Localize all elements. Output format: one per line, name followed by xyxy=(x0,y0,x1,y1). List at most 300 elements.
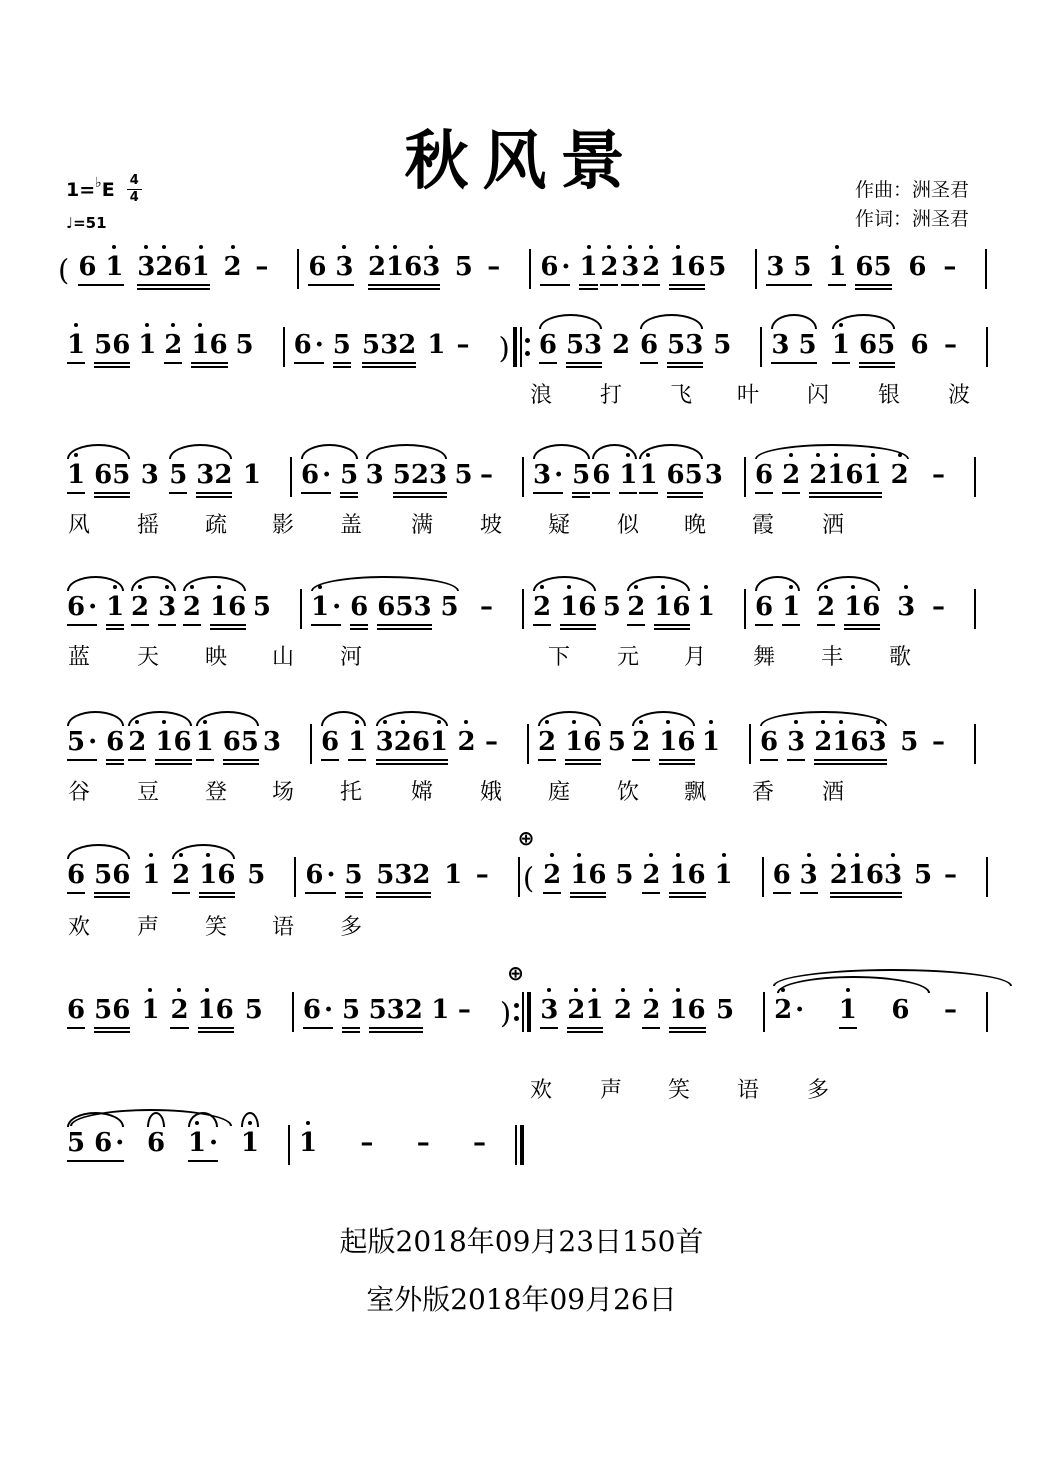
note: 3 xyxy=(533,460,552,490)
note: 6 xyxy=(411,727,430,757)
note-group xyxy=(653,592,691,631)
note-group xyxy=(310,592,342,631)
note: 3 xyxy=(685,330,704,360)
note: 1 xyxy=(67,460,85,490)
barline-group xyxy=(499,300,530,369)
note: 5 xyxy=(235,330,254,360)
note-group xyxy=(93,860,131,899)
measure xyxy=(764,830,986,899)
note: 6 xyxy=(760,727,779,757)
note: 5 xyxy=(342,995,361,1025)
note: 3 xyxy=(380,330,399,360)
note: 3 xyxy=(394,860,413,890)
octave-dot xyxy=(891,853,895,857)
note-group xyxy=(93,330,131,369)
note-group xyxy=(298,1128,318,1167)
note: 5 xyxy=(877,330,896,360)
octave-dot xyxy=(851,585,855,589)
note: 2 xyxy=(830,860,848,890)
note-group xyxy=(154,727,192,766)
note-unit xyxy=(829,860,903,899)
slur-arc xyxy=(321,711,366,726)
note-unit xyxy=(361,330,417,369)
note-group xyxy=(772,860,792,899)
composer-credit: 作曲：洲圣君 xyxy=(855,179,970,201)
slur-arc xyxy=(67,844,130,859)
note-group xyxy=(607,727,627,766)
octave-dot xyxy=(144,245,148,249)
lyric-syllable: 声 xyxy=(600,1078,623,1103)
footer-edition-line: 起版2018年09月23日150首 xyxy=(339,1225,704,1258)
octave-dot xyxy=(634,585,638,589)
barline-group xyxy=(517,826,535,899)
note: 1 xyxy=(198,995,216,1025)
note-group xyxy=(641,995,661,1034)
note: 2 xyxy=(642,995,660,1025)
barline-group xyxy=(985,222,987,289)
note: 2 xyxy=(128,727,146,757)
note-unit xyxy=(620,252,640,291)
note-group xyxy=(781,460,801,499)
lyric-syllable: 语 xyxy=(737,1078,760,1103)
note-unit xyxy=(453,460,473,499)
phrase-close-paren: ) xyxy=(499,996,512,1030)
note: 5 xyxy=(913,860,933,890)
note: 5 xyxy=(713,330,732,360)
note-unit xyxy=(430,995,450,1034)
note: 3 xyxy=(428,460,448,490)
lyric-syllable: 多 xyxy=(340,915,363,940)
note-unit xyxy=(713,860,733,899)
lyric-syllable: 娥 xyxy=(480,780,503,805)
phrase-open-paren: ( xyxy=(58,253,70,287)
note-group xyxy=(347,727,367,766)
note-unit xyxy=(244,995,264,1034)
note-group xyxy=(843,592,881,631)
note: 3 xyxy=(766,252,785,282)
music-system xyxy=(58,430,988,538)
octave-dot xyxy=(621,988,625,992)
note-group xyxy=(368,995,424,1034)
note: 1 xyxy=(844,592,862,622)
note: 1 xyxy=(669,252,687,282)
note-unit xyxy=(457,995,472,1034)
note: 5 xyxy=(252,592,271,622)
note-unit xyxy=(456,330,471,369)
note-group xyxy=(475,860,490,899)
note: 6 xyxy=(67,995,86,1025)
barline xyxy=(520,327,522,367)
note-unit xyxy=(537,727,602,766)
note-unit xyxy=(66,330,131,369)
phrase-close-paren: ) xyxy=(498,331,510,365)
note: 5 xyxy=(572,460,591,490)
note-group xyxy=(602,592,622,631)
note-group xyxy=(146,1128,166,1167)
note-group xyxy=(931,727,946,766)
lyric-syllable: 摇 xyxy=(137,513,160,538)
note-group xyxy=(168,460,188,499)
note: 6 xyxy=(845,460,864,490)
note: 1 xyxy=(669,995,687,1025)
note-group xyxy=(799,860,819,899)
note: 1 xyxy=(430,727,448,757)
note: 3 xyxy=(884,860,902,890)
lyric-syllable: 笑 xyxy=(668,1078,691,1103)
note-group xyxy=(943,330,958,369)
note: 5 xyxy=(94,330,113,360)
octave-dot xyxy=(149,853,153,857)
note-unit xyxy=(913,860,933,899)
note: 3 xyxy=(196,460,215,490)
phrase-paren-wrap xyxy=(58,222,69,291)
note-unit xyxy=(641,995,706,1034)
note-unit xyxy=(182,592,247,631)
note-unit xyxy=(638,460,703,499)
note-unit xyxy=(943,860,958,899)
lyric-syllable: 月 xyxy=(684,645,707,670)
note: 1 xyxy=(585,995,603,1025)
note: 1 xyxy=(828,252,846,282)
note-group xyxy=(252,592,272,631)
octave-dot xyxy=(74,323,78,327)
lyric-syllable: 河 xyxy=(340,645,363,670)
note: 1 xyxy=(782,592,800,622)
note-group xyxy=(182,592,202,631)
flat-icon: ♭ xyxy=(95,174,102,191)
note-unit xyxy=(359,1128,374,1167)
note: 5 xyxy=(615,860,634,890)
note: 2 xyxy=(782,460,800,490)
note-group xyxy=(240,1128,260,1167)
note: 6 xyxy=(859,330,878,360)
note-group xyxy=(171,860,191,899)
note-unit xyxy=(66,592,125,631)
note-unit xyxy=(479,460,494,499)
octave-dot xyxy=(540,585,544,589)
note-unit xyxy=(715,995,735,1034)
measure xyxy=(58,430,290,499)
note: 6 xyxy=(106,727,125,757)
note: 6 xyxy=(67,860,86,890)
octave-dot xyxy=(567,585,571,589)
note-group xyxy=(187,1128,219,1167)
octave-dot xyxy=(807,853,811,857)
note-group xyxy=(668,860,706,899)
note: 1 xyxy=(702,727,720,757)
octave-dot xyxy=(789,585,793,589)
note-group xyxy=(890,460,910,499)
measure xyxy=(58,300,283,369)
note-unit xyxy=(772,860,819,899)
note: 6 xyxy=(78,252,97,282)
lyric-syllable: 叶 xyxy=(737,383,760,408)
octave-dot xyxy=(113,585,117,589)
music-system xyxy=(58,222,988,291)
lyric-syllable: 舞 xyxy=(753,645,776,670)
measure xyxy=(524,430,744,499)
note-group xyxy=(376,592,432,631)
note-unit xyxy=(770,330,817,369)
note: 3 xyxy=(140,460,159,490)
note-group xyxy=(696,592,716,631)
rest-dash: – xyxy=(457,995,471,1025)
repeat-dots xyxy=(514,992,519,1032)
note-group xyxy=(66,860,86,899)
note-group xyxy=(943,995,958,1034)
augmentation-dot: · xyxy=(332,592,342,622)
note: 5 xyxy=(169,460,188,490)
measure xyxy=(58,965,292,1034)
note-unit xyxy=(479,592,494,631)
note-group xyxy=(668,995,706,1034)
octave-dot xyxy=(639,720,643,724)
note-unit xyxy=(130,592,177,631)
note-unit xyxy=(626,592,691,631)
note: 6 xyxy=(293,330,312,360)
note-unit xyxy=(66,1128,125,1167)
note: 1 xyxy=(444,860,463,890)
octave-dot xyxy=(145,323,149,327)
lyric-syllable: 飞 xyxy=(670,383,693,408)
note-group xyxy=(931,460,946,499)
octave-dot xyxy=(649,853,653,857)
lyric-syllable: 闪 xyxy=(807,383,830,408)
note-group xyxy=(754,592,774,631)
slur-arc xyxy=(771,314,816,329)
note-group xyxy=(195,460,233,499)
music-system xyxy=(58,300,988,408)
note-group xyxy=(416,1128,431,1167)
octave-dot xyxy=(206,853,210,857)
octave-dot xyxy=(199,245,203,249)
note-group xyxy=(618,460,638,499)
note: 6 xyxy=(640,330,659,360)
rest-dash: – xyxy=(416,1128,430,1158)
octave-dot xyxy=(676,245,680,249)
octave-dot xyxy=(177,988,181,992)
note-group xyxy=(571,460,591,499)
octave-dot xyxy=(722,853,726,857)
note: 6 xyxy=(215,995,234,1025)
augmentation-dot: · xyxy=(88,727,98,757)
barline-group xyxy=(499,961,531,1034)
octave-dot xyxy=(550,853,554,857)
note-group xyxy=(707,252,727,291)
note-unit xyxy=(614,860,634,899)
octave-dot xyxy=(628,245,632,249)
note-group xyxy=(307,252,354,291)
note: 1 xyxy=(654,592,672,622)
note-unit xyxy=(195,727,260,766)
notes-row xyxy=(58,430,988,499)
note-group xyxy=(641,252,661,291)
note: 3 xyxy=(158,592,176,622)
note-group xyxy=(668,252,706,291)
note: 5 xyxy=(708,252,727,282)
octave-dot xyxy=(205,988,209,992)
octave-dot xyxy=(839,720,843,724)
note-group xyxy=(486,252,501,291)
octave-dot xyxy=(855,853,859,857)
lyric-syllable: 疏 xyxy=(205,513,228,538)
note-group xyxy=(105,592,125,631)
note: 6 xyxy=(94,1128,113,1158)
note: 2 xyxy=(164,330,182,360)
note: 3 xyxy=(335,252,353,282)
slur-arc xyxy=(131,576,176,591)
measure xyxy=(531,222,755,291)
note: 1 xyxy=(431,995,450,1025)
note: 3 xyxy=(262,727,281,757)
note-group xyxy=(538,330,558,369)
note: 5 xyxy=(454,460,473,490)
note-group xyxy=(773,995,805,1034)
slur-arc xyxy=(755,576,800,591)
note: 5 xyxy=(798,330,817,360)
note-unit xyxy=(171,860,236,899)
coda-icon: ⊕ xyxy=(517,826,535,850)
slur-arc xyxy=(773,969,1012,986)
note-group xyxy=(611,330,631,369)
octave-dot xyxy=(666,720,670,724)
lyric-syllable: 打 xyxy=(600,383,623,408)
note: 6 xyxy=(687,252,706,282)
note-group xyxy=(361,330,417,369)
note: 3 xyxy=(386,995,405,1025)
note-unit xyxy=(66,860,131,899)
lyric-syllable: 飘 xyxy=(684,780,707,805)
note-group xyxy=(808,460,882,499)
octave-dot xyxy=(794,720,798,724)
note-group xyxy=(578,252,598,291)
note: 1 xyxy=(210,592,228,622)
octave-dot xyxy=(375,245,379,249)
slur-arc xyxy=(533,444,590,459)
barline xyxy=(974,589,976,629)
notes-row xyxy=(58,697,988,766)
note: 1 xyxy=(560,592,578,622)
note: 3 xyxy=(422,252,440,282)
note-group xyxy=(339,460,359,499)
octave-dot xyxy=(824,585,828,589)
note-group xyxy=(759,727,779,766)
music-system xyxy=(58,697,988,805)
coda-icon: ⊕ xyxy=(507,961,524,985)
note-unit xyxy=(602,592,622,631)
tempo-marking: ♩=51 xyxy=(66,213,107,232)
lyric-syllable: 影 xyxy=(272,513,295,538)
note-group xyxy=(542,860,562,899)
note-unit xyxy=(472,1128,487,1167)
note: 5 xyxy=(900,727,919,757)
octave-dot xyxy=(306,1121,310,1125)
lyric-syllable: 波 xyxy=(948,383,971,408)
lyric-syllable: 庭 xyxy=(548,780,571,805)
octave-dot xyxy=(355,720,359,724)
slur-arc xyxy=(640,314,703,329)
note-group xyxy=(701,727,721,766)
notes-row xyxy=(58,961,988,1034)
note-group xyxy=(66,727,98,766)
octave-dot xyxy=(846,988,850,992)
note: 6 xyxy=(173,727,192,757)
measure xyxy=(765,965,986,1034)
lyric-syllable: 饮 xyxy=(617,780,640,805)
note: 1 xyxy=(832,727,850,757)
notes-row xyxy=(58,826,988,899)
note: 1 xyxy=(570,860,588,890)
note: 5 xyxy=(244,995,263,1025)
note: 6 xyxy=(217,860,236,890)
note-unit xyxy=(300,460,359,499)
footer-outdoor-edition-line: 室外版2018年09月26日 xyxy=(366,1283,677,1316)
barline-group xyxy=(986,300,988,367)
octave-dot xyxy=(871,453,875,457)
note: 6 xyxy=(855,252,874,282)
note-group xyxy=(666,330,704,369)
rest-dash: – xyxy=(944,860,957,890)
note-group xyxy=(537,727,557,766)
note: 6 xyxy=(404,252,423,282)
note: 6 xyxy=(228,592,247,622)
note: 1 xyxy=(565,727,583,757)
note-unit xyxy=(66,727,125,766)
note-group xyxy=(931,592,946,631)
note: 1 xyxy=(241,1128,259,1158)
note-unit xyxy=(66,460,131,499)
rest-dash: – xyxy=(255,252,269,282)
note-unit xyxy=(754,460,910,499)
note: 6 xyxy=(666,460,685,490)
note: 5 xyxy=(361,330,381,360)
note-group xyxy=(754,460,774,499)
note: 6 xyxy=(862,592,881,622)
lyric-syllable: 洒 xyxy=(822,513,845,538)
note-group xyxy=(222,727,260,766)
note-unit xyxy=(759,727,888,766)
note-group xyxy=(457,995,472,1034)
note: 3 xyxy=(376,727,394,757)
octave-dot xyxy=(393,245,397,249)
note: 5 xyxy=(873,252,892,282)
note-group xyxy=(198,860,236,899)
note: 3 xyxy=(800,860,818,890)
lyric-syllable: 欢 xyxy=(530,1078,553,1103)
note-group xyxy=(244,995,264,1034)
octave-dot xyxy=(574,988,578,992)
note-group xyxy=(559,592,597,631)
note-unit xyxy=(910,330,930,369)
note: 6 xyxy=(687,860,706,890)
note-unit xyxy=(831,330,896,369)
note-unit xyxy=(375,860,431,899)
time-lower: 4 xyxy=(129,190,139,206)
note-group xyxy=(262,727,282,766)
measure xyxy=(294,965,500,1034)
note: 2 xyxy=(567,995,585,1025)
measure xyxy=(757,222,985,291)
lyric-syllable: 满 xyxy=(411,513,434,538)
note: 6 xyxy=(112,995,131,1025)
note: 3 xyxy=(621,252,639,282)
note: 6 xyxy=(592,460,611,490)
note: 6 xyxy=(302,995,321,1025)
lyric-syllable: 风 xyxy=(68,513,91,538)
note: 3 xyxy=(787,727,805,757)
augmentation-dot: · xyxy=(322,460,332,490)
lyric-syllable: 浪 xyxy=(530,383,553,408)
